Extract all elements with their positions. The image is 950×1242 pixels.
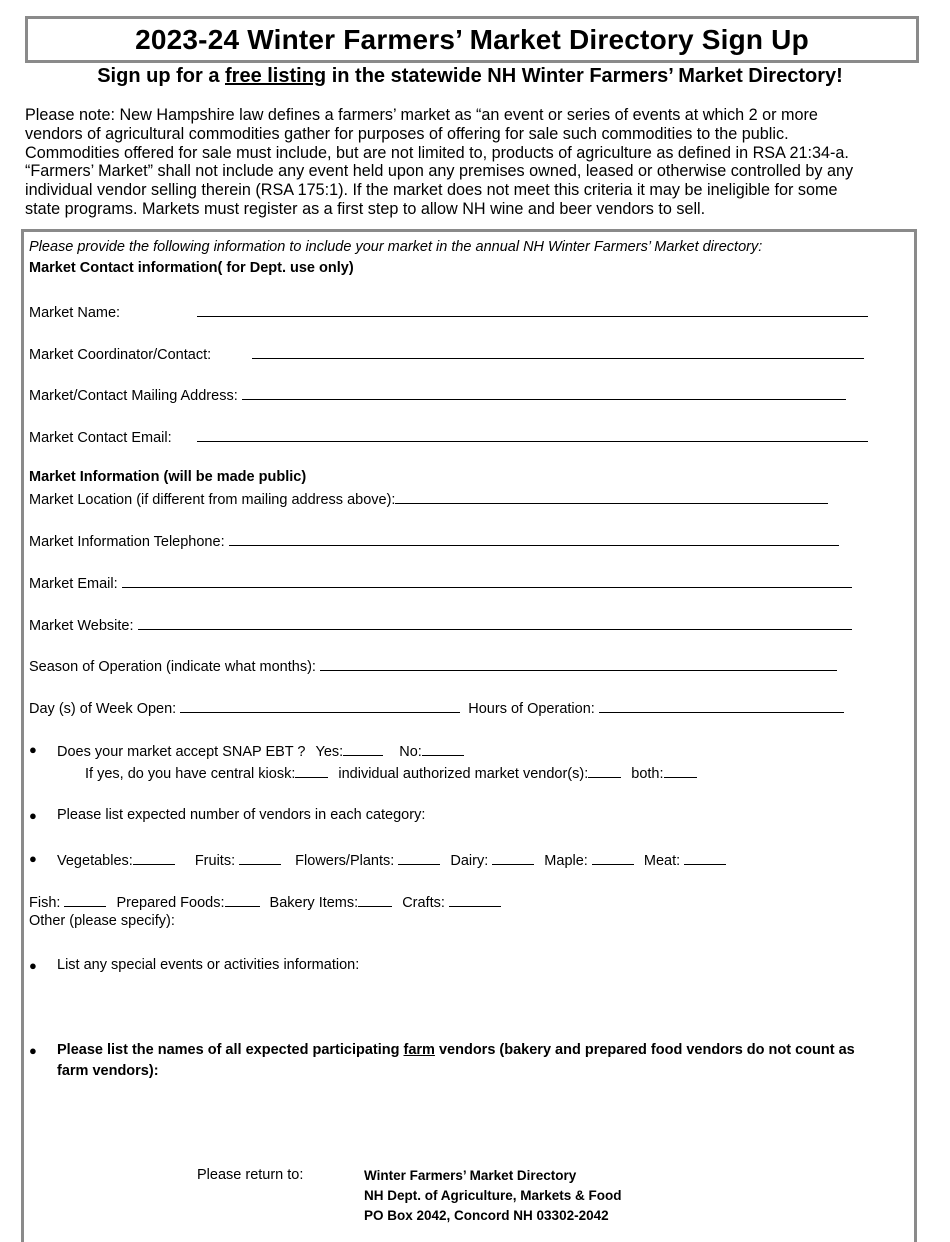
bullet: ● (29, 742, 37, 757)
snap-yes-label: Yes: (315, 744, 344, 760)
snap-yes-field[interactable] (343, 741, 383, 756)
website-field[interactable] (138, 615, 852, 630)
market-name-row (29, 302, 868, 321)
meat-field[interactable] (684, 850, 726, 865)
flowers-plants-label: Flowers/Plants: (295, 853, 395, 869)
bullet: ● (29, 851, 37, 866)
bakery-items-label: Bakery Items: (269, 895, 359, 911)
fish-field[interactable] (64, 892, 106, 907)
snap-row (57, 741, 464, 760)
farm-vendors-post: vendors (bakery and prepared food vendors do not count as (434, 1042, 855, 1058)
note-line: Commodities offered for sale must include, but are not limited to, products of agriculture as defined in RSA 21:34-a. (25, 143, 849, 162)
page-title (25, 16, 919, 63)
telephone-row (29, 531, 839, 550)
categories-row-1 (57, 850, 726, 869)
prepared-foods-label: Prepared Foods: (116, 895, 225, 911)
snap-no-field[interactable] (422, 741, 464, 756)
kiosk-row (85, 763, 697, 782)
address-line: PO Box 2042, Concord NH 03302-2042 (364, 1208, 609, 1223)
contact-email-label: Market Contact Email: (29, 430, 172, 446)
vendor-count-question: Please list expected number of vendors in each category: (57, 807, 426, 823)
form-intro: Please provide the following information to include your market in the annual NH Winter Farmers’ Market directory: (29, 239, 763, 255)
contact-heading: Market Contact information( for Dept. use only) (29, 260, 354, 276)
other-label: Other (please specify): (29, 913, 175, 929)
telephone-label: Market Information Telephone: (29, 534, 225, 550)
vegetables-label: Vegetables: (57, 853, 133, 869)
note-line: Please note: New Hampshire law defines a farmers’ market as “an event or series of events at which 2 or more (25, 106, 818, 124)
subtitle (0, 65, 940, 88)
kiosk-field[interactable] (295, 763, 328, 778)
dairy-field[interactable] (492, 850, 534, 865)
farm-vendors-line2: farm vendors): (57, 1063, 159, 1079)
snap-no-label: No: (399, 744, 422, 760)
hours-label: Hours of Operation: (468, 701, 595, 717)
coordinator-label: Market Coordinator/Contact: (29, 347, 212, 363)
form-box (21, 229, 917, 1242)
legal-note (25, 106, 905, 219)
address-line: Winter Farmers’ Market Directory (364, 1168, 577, 1183)
both-field[interactable] (664, 763, 697, 778)
kiosk-label: If yes, do you have central kiosk: (85, 766, 296, 782)
days-open-label: Day (s) of Week Open: (29, 701, 177, 717)
note-line: state programs. Markets must register as a first step to allow NH wine and beer vendors to sell. (25, 199, 706, 218)
farm-vendors-pre: Please list the names of all expected participating (57, 1042, 404, 1058)
website-row (29, 615, 852, 634)
bullet: ● (29, 808, 37, 823)
free-listing-text: free listing (225, 65, 327, 87)
individual-vendor-field[interactable] (588, 763, 621, 778)
season-row (29, 656, 837, 675)
both-label: both: (631, 766, 664, 782)
return-label: Please return to: (197, 1167, 304, 1183)
mailing-address-row (29, 385, 846, 404)
farm-word: farm (403, 1042, 435, 1058)
market-email-row (29, 573, 852, 592)
events-question: List any special events or activities information: (57, 957, 360, 973)
mailing-address-field[interactable] (242, 385, 846, 400)
location-row (29, 489, 828, 508)
note-line: vendors of agricultural commodities gather for purposes of offering for sale such commodities to the public. (25, 124, 789, 143)
flowers-plants-field[interactable] (398, 850, 440, 865)
individual-vendor-label: individual authorized market vendor(s): (338, 766, 589, 782)
categories-row-2 (29, 892, 501, 911)
hours-field[interactable] (599, 698, 844, 713)
mailing-address-label: Market/Contact Mailing Address: (29, 388, 238, 404)
vegetables-field[interactable] (133, 850, 175, 865)
season-field[interactable] (320, 656, 837, 671)
subtitle-pre: Sign up for a (97, 65, 225, 87)
bullet: ● (29, 958, 37, 973)
return-address (364, 1166, 622, 1226)
days-hours-row (29, 698, 844, 717)
crafts-field[interactable] (449, 892, 501, 907)
contact-email-row (29, 427, 868, 446)
location-field[interactable] (395, 489, 828, 504)
bakery-items-field[interactable] (358, 892, 392, 907)
note-line: individual vendor selling therein (RSA 175:1). If the market does not meet this criteria it may be ineligible for some (25, 181, 838, 200)
farm-vendors-question (57, 1042, 855, 1058)
coordinator-field[interactable] (252, 344, 864, 359)
coordinator-row (29, 344, 864, 363)
meat-label: Meat: (643, 853, 681, 869)
market-email-field[interactable] (122, 573, 852, 588)
page-title-text: 2023-24 Winter Farmers’ Market Directory Sign Up (135, 23, 809, 55)
crafts-label: Crafts: (402, 895, 445, 911)
fruits-label: Fruits: (194, 853, 236, 869)
address-line: NH Dept. of Agriculture, Markets & Food (364, 1188, 622, 1203)
fish-label: Fish: (29, 895, 61, 911)
website-label: Market Website: (29, 618, 134, 634)
bullet: ● (29, 1043, 37, 1058)
snap-question: Does your market accept SNAP EBT ? (57, 744, 306, 760)
season-label: Season of Operation (indicate what months): (29, 659, 316, 675)
prepared-foods-field[interactable] (225, 892, 260, 907)
market-email-label: Market Email: (29, 576, 118, 592)
info-heading: Market Information (will be made public) (29, 469, 307, 485)
location-label: Market Location (if different from mailing address above): (29, 492, 396, 508)
market-name-label: Market Name: (29, 305, 121, 321)
fruits-field[interactable] (239, 850, 281, 865)
maple-label: Maple: (544, 853, 588, 869)
contact-email-field[interactable] (197, 427, 868, 442)
dairy-label: Dairy: (450, 853, 489, 869)
subtitle-post: in the statewide NH Winter Farmers’ Market Directory! (326, 65, 843, 87)
days-open-field[interactable] (180, 698, 460, 713)
note-line: “Farmers’ Market” shall not include any event held upon any premises owned, leased or otherwise controlled by any (25, 162, 854, 181)
market-name-field[interactable] (197, 302, 868, 317)
maple-field[interactable] (592, 850, 634, 865)
telephone-field[interactable] (229, 531, 839, 546)
